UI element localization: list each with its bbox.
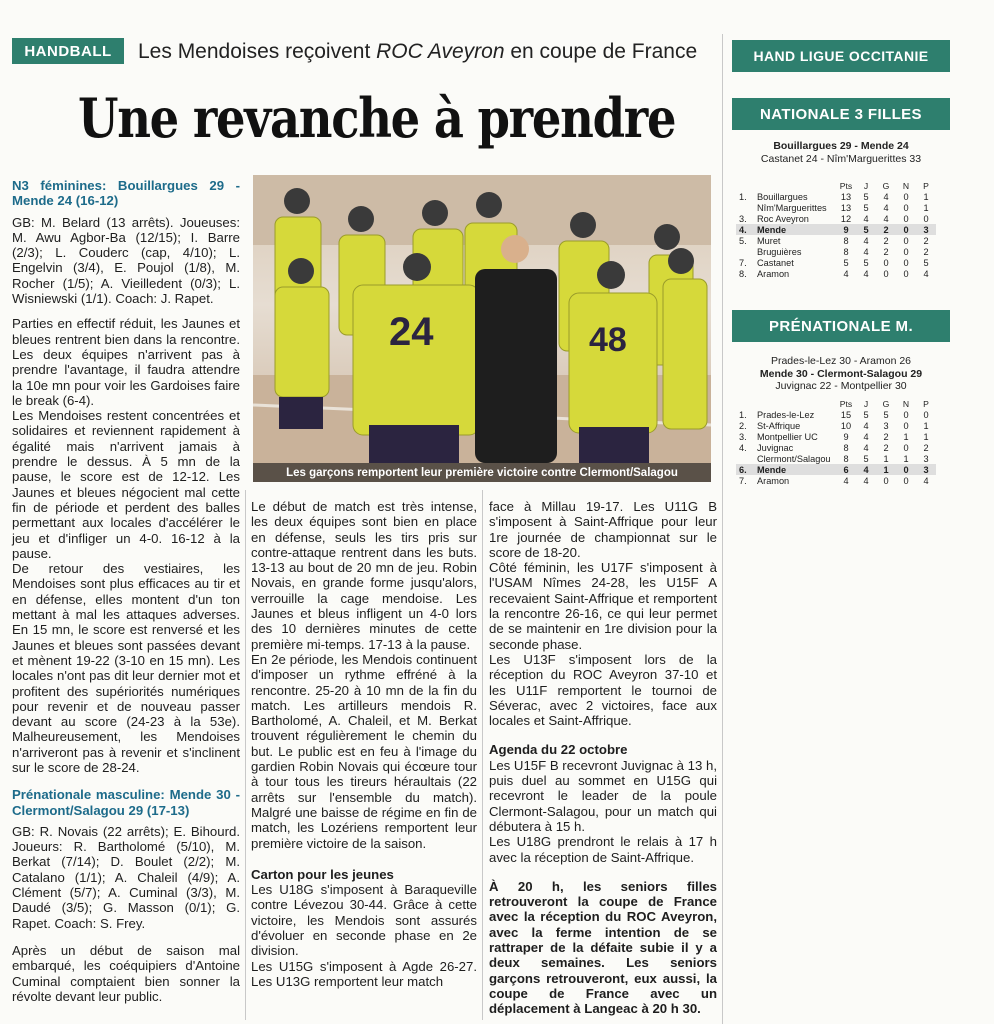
- standings-row: [736, 464, 936, 475]
- stat-cell: 8: [843, 235, 849, 246]
- rank-cell: 6.: [736, 464, 754, 475]
- header-spacer: [736, 398, 836, 409]
- paragraph: Les U15G s'imposent à Agde 26-27. Les U13G remportent leur match: [251, 958, 477, 989]
- team-photo: [253, 175, 711, 463]
- paragraph: Après un début de saison mal embarqué, les coéquipiers d'Antoine Cuminal comptaient bien sonner la révolte devant leur public.: [12, 942, 240, 1004]
- stat-cell: 3: [923, 453, 929, 464]
- paragraph: Le début de match est très intense, les deux équipes sont bien en place en défense, seuls les tirs pris sur contre-attaque rentrent dans les buts. 13-13 au bout de 20 mn de jeu. Robin Novais, en grande forme jusqu'alors, verrouille la cage mendoise. Les Jaunes et bleus infligent un 4-0 lors des 10 dernières minutes de cette première mi-temps. 17-13 à la pause.: [251, 499, 477, 652]
- stat-cell: 1: [923, 420, 929, 431]
- stat-cell: 0: [903, 442, 909, 453]
- stat-cell: 5: [863, 202, 869, 213]
- team-cell: Bruguières: [757, 246, 802, 257]
- stat-cell: 5: [863, 191, 869, 202]
- standings-row: [736, 191, 936, 202]
- section-tag: HANDBALL: [12, 38, 124, 64]
- standings-header-row: [736, 180, 936, 191]
- paragraph-bold: À 20 h, les seniors filles retrouveront la coupe de France avec la réception du ROC Aveyron, avec la ferme intention de se rattraper de la défaite subie il y a deux semaines. Les seniors garçons retrouveront, eux aussi, la coupe de France avec un déplacement à Langeac à 20 h 30.: [489, 878, 717, 1017]
- standings-row: [736, 475, 936, 486]
- rank-cell: 4.: [739, 442, 747, 453]
- stat-cell: 0: [903, 246, 909, 257]
- stat-cell: 4: [863, 213, 869, 224]
- stat-cell: 5: [863, 409, 869, 420]
- stat-cell: 4: [863, 246, 869, 257]
- stat-cell: 5: [863, 453, 869, 464]
- standings-row: [736, 246, 936, 257]
- stat-cell: 9: [843, 431, 849, 442]
- column-header: J: [863, 180, 869, 191]
- team-cell: Prades-le-Lez: [757, 409, 815, 420]
- stat-cell: 1: [876, 464, 896, 475]
- standings-row: [736, 268, 936, 279]
- stat-cell: 2: [923, 442, 929, 453]
- standings-table: [736, 180, 936, 279]
- header-spacer: [736, 180, 836, 191]
- headline: Une revanche à prendre: [78, 86, 676, 150]
- column-header: G: [882, 180, 890, 191]
- stat-cell: 3: [883, 420, 889, 431]
- stat-cell: 0: [883, 268, 889, 279]
- league-title: PRÉNATIONALE M.: [732, 310, 950, 342]
- paragraph: Les U13F s'imposent lors de la réception du ROC Aveyron 37-10 et les U11F remportent le tournoi de Séverac, avec 2 victoires, face aux locales et Saint-Affrique.: [489, 651, 717, 729]
- stat-cell: 1: [903, 453, 909, 464]
- standings-row: [736, 235, 936, 246]
- stat-cell: 4: [923, 268, 929, 279]
- stat-cell: 2: [883, 442, 889, 453]
- results-block: [732, 355, 950, 393]
- paragraph: Côté féminin, les U17F s'imposent à l'USAM Nîmes 24-28, les U15F A recevaient Saint-Affrique et remportent la rencontre 26-16, ce qui leur permet de se maintenir en 1re division pour la seconde phase.: [489, 560, 717, 652]
- league-title: NATIONALE 3 FILLES: [732, 98, 950, 130]
- stat-cell: 5: [863, 257, 869, 268]
- column-header: J: [863, 398, 869, 409]
- paragraph: Les U18G s'imposent à Baraqueville contre Lévezou 30-44. Grâce à cette victoire, les Mendois sont assurés d'évoluer en seconde phase en 2e division.: [251, 882, 477, 959]
- stat-cell: 1: [883, 453, 889, 464]
- column-header: N: [902, 180, 910, 191]
- stat-cell: 0: [903, 268, 909, 279]
- rank-cell: 7.: [739, 475, 747, 486]
- stat-cell: 0: [903, 420, 909, 431]
- stat-cell: 1: [903, 431, 909, 442]
- stat-cell: 2: [883, 235, 889, 246]
- photo-caption: Les garçons remportent leur première victoire contre Clermont/Salagou: [253, 463, 711, 482]
- standings-row: [736, 431, 936, 442]
- league-banner: HAND LIGUE OCCITANIE: [732, 40, 950, 72]
- article-column-2: [251, 499, 477, 995]
- stat-cell: 0: [903, 409, 909, 420]
- standings-row: [736, 213, 936, 224]
- standings-row: [736, 420, 936, 431]
- subheadline: Les Mendoises reçoivent ROC Aveyron en coupe de France: [138, 40, 698, 63]
- column-divider: [482, 490, 483, 1020]
- team-cell: Castanet: [757, 257, 794, 268]
- team-cell: Roc Aveyron: [757, 213, 809, 224]
- jersey-number: 24: [389, 310, 434, 354]
- column-header: Pts: [839, 180, 853, 191]
- rank-cell: 1.: [739, 409, 747, 420]
- stat-cell: 13: [840, 202, 852, 213]
- stat-cell: 4: [883, 213, 889, 224]
- stat-cell: 4: [883, 202, 889, 213]
- stat-cell: 4: [863, 442, 869, 453]
- team-cell: Juvignac: [757, 442, 794, 453]
- stat-cell: 8: [843, 246, 849, 257]
- rank-cell: 1.: [739, 191, 747, 202]
- stat-cell: 4: [863, 235, 869, 246]
- stat-cell: 0: [903, 235, 909, 246]
- match-heading: Prénationale masculine: Mende 30 - Clermont/Salagou 29 (17-13): [12, 787, 240, 818]
- team-cell: St-Affrique: [757, 420, 801, 431]
- paragraph: En 2e période, les Mendois continuent d'imposer un rythme effréné à la rencontre. 25-20 à 10 mn de la fin du match. Les artilleurs mendois R. Bartholomé, A. Chaleil, et M. Berkat trouvent régulièrement le chemin du but. Le public est en feu à l'image du gardien Robin Novais qui écœure tour à tour tous les tireurs héraultais (22 arrêts sur l'ensemble du match). Malgré une baisse de régime en fin de match, les Lozériens remportent leur première victoire de la saison.: [251, 651, 477, 851]
- result-line: Castanet 24 - Nîm'Marguerittes 33: [760, 152, 922, 165]
- stat-cell: 4: [923, 475, 929, 486]
- stat-cell: 1: [923, 431, 929, 442]
- team-cell: Muret: [757, 235, 781, 246]
- team-cell: Aramon: [757, 475, 790, 486]
- lineup: GB: R. Novais (22 arrêts); E. Bihourd. Joueurs: R. Bartholomé (5/10), M. Berkat (7/14); D. Boulet (2/2); M. Catalano (1/1); A. Chaleil (4/9); A. Clément (5/7); A. Cuminal (3/3), M. Daudé (3/5); G. Masson (0/1); G. Rapet. Coach: S. Frey.: [12, 823, 240, 931]
- stat-cell: 0: [903, 213, 909, 224]
- standings-row: [736, 409, 936, 420]
- stat-cell: 2: [923, 235, 929, 246]
- rank-cell: [736, 246, 754, 257]
- stat-cell: 4: [856, 464, 876, 475]
- standings-row: [736, 453, 936, 464]
- standings-row: [736, 442, 936, 453]
- stat-cell: 5: [883, 409, 889, 420]
- rank-cell: 7.: [739, 257, 747, 268]
- column-header: G: [882, 398, 890, 409]
- standings-row: [736, 224, 936, 235]
- result-line: Bouillargues 29 - Mende 24: [773, 140, 909, 152]
- column-header: Pts: [839, 398, 853, 409]
- stat-cell: 12: [840, 213, 852, 224]
- stat-cell: 2: [923, 246, 929, 257]
- rank-cell: 5.: [739, 235, 747, 246]
- standings-row: [736, 257, 936, 268]
- stat-cell: 1: [923, 191, 929, 202]
- stat-cell: 0: [923, 213, 929, 224]
- standings-row: [736, 202, 936, 213]
- team-cell: Bouillargues: [757, 191, 808, 202]
- stat-cell: 0: [903, 202, 909, 213]
- stat-cell: 4: [863, 420, 869, 431]
- team-cell: Mende: [754, 224, 836, 235]
- stat-cell: 0: [896, 464, 916, 475]
- column-divider: [245, 490, 246, 1020]
- jersey-number: 48: [589, 321, 627, 359]
- stat-cell: 0: [903, 191, 909, 202]
- column-header: N: [902, 398, 910, 409]
- team-cell: Montpellier UC: [757, 431, 818, 442]
- paragraph: Les U18G prendront le relais à 17 h avec la réception de Saint-Affrique.: [489, 834, 717, 865]
- article-column-1: [12, 178, 240, 1010]
- paragraph: face à Millau 19-17. Les U11G B s'imposent à Saint-Affrique pour leur 1re journée de championnat sur le score de 18-20.: [489, 499, 717, 560]
- article-column-3: [489, 499, 717, 1023]
- rank-cell: 2.: [739, 420, 747, 431]
- stat-cell: 4: [883, 191, 889, 202]
- standings-table: [736, 398, 936, 486]
- stat-cell: 0: [903, 475, 909, 486]
- column-divider: [722, 34, 723, 1024]
- stat-cell: 10: [840, 420, 852, 431]
- stat-cell: 4: [843, 475, 849, 486]
- stat-cell: 9: [836, 224, 856, 235]
- stat-cell: 0: [883, 475, 889, 486]
- team-huddle-illustration: [253, 175, 711, 463]
- stat-cell: 4: [863, 431, 869, 442]
- stat-cell: 15: [840, 409, 852, 420]
- stat-cell: 1: [923, 202, 929, 213]
- rank-cell: 8.: [739, 268, 747, 279]
- stat-cell: 4: [863, 268, 869, 279]
- column-header: P: [923, 180, 929, 191]
- standings-header-row: [736, 398, 936, 409]
- lineup: GB: M. Belard (13 arrêts). Joueuses: M. Awu Agbor-Ba (12/15); I. Barre (2/3); L. Couderc (cap, 4/10); L. Engelvin (3/4), E. Poujol (1/8), M. Rocher (1/5); A. Vieilledent (0/3); L. Wisniewski (1/1). Coach: J. Rapet.: [12, 214, 240, 307]
- team-cell: Nîm'Marguerittes: [757, 202, 827, 213]
- stat-cell: 2: [876, 224, 896, 235]
- paragraph: De retour des vestiaires, les Mendoises sont plus efficaces au tir et en défense, elles montent d'un ton mettant à mal les attaques adverses. En 15 mn, le score est renversé et les Jaunes et bleues sont passées devant et mènent 19-22 (3-10 en 15 mn). Les locales n'ont pas dit leur dernier mot et profitent des supériorités numériques pour revenir et de nouveau passer devant au score (24-23 à la 53e). Malheureusement, les Mendoises n'arriveront pas à revenir et s'inclinent sur le score de 28-24.: [12, 561, 240, 775]
- stat-cell: 5: [856, 224, 876, 235]
- match-heading: N3 féminines: Bouillargues 29 - Mende 24 (16-12): [12, 178, 240, 209]
- paragraph: Parties en effectif réduit, les Jaunes et bleues rentrent bien dans la rencontre. Les deux équipes n'arrivent pas à prendre l'avantage, il faudra attendre la 10e mn pour voir les Gardoises faire le break (6-4).: [12, 316, 240, 408]
- stat-cell: 5: [923, 257, 929, 268]
- stat-cell: 4: [843, 268, 849, 279]
- stat-cell: 2: [883, 246, 889, 257]
- results-block: [732, 140, 950, 165]
- stat-cell: 13: [840, 191, 852, 202]
- stat-cell: 8: [843, 442, 849, 453]
- rank-cell: [736, 202, 754, 213]
- stat-cell: 8: [843, 453, 849, 464]
- stat-cell: 0: [896, 224, 916, 235]
- stat-cell: 5: [843, 257, 849, 268]
- rank-cell: 3.: [739, 431, 747, 442]
- rank-cell: 3.: [739, 213, 747, 224]
- stat-cell: 4: [863, 475, 869, 486]
- stat-cell: 6: [836, 464, 856, 475]
- stat-cell: 0: [903, 257, 909, 268]
- section-subheading: Carton pour les jeunes: [251, 866, 394, 882]
- stat-cell: 0: [883, 257, 889, 268]
- rank-cell: [736, 453, 754, 464]
- stat-cell: 2: [883, 431, 889, 442]
- paragraph: Les U15F B recevront Juvignac à 13 h, puis duel au sommet en U15G qui recevront le leader de la poule Clermont-Salagou, pour un match qui débutera à 15 h.: [489, 757, 717, 834]
- team-cell: Clermont/Salagou: [757, 453, 831, 464]
- stat-cell: 0: [923, 409, 929, 420]
- team-cell: Mende: [754, 464, 836, 475]
- column-header: P: [923, 398, 929, 409]
- result-line: Juvignac 22 - Montpellier 30: [775, 380, 907, 392]
- team-cell: Aramon: [757, 268, 790, 279]
- rank-cell: 4.: [736, 224, 754, 235]
- stat-cell: 3: [916, 224, 936, 235]
- paragraph: Les Mendoises restent concentrées et solidaires et reviennent rapidement à égalité mais n'arrivent jamais à prendre le dessus. À 5 mn de la pause, le score est de 12-12. Les Jaunes et bleues négocient mal cette fin de période et perdent des balles permettant aux locales d'accélérer le jeu et d'infliger un 4-0. 16-12 à la pause.: [12, 408, 240, 561]
- stat-cell: 3: [916, 464, 936, 475]
- section-subheading: Agenda du 22 octobre: [489, 742, 628, 758]
- result-line: Mende 30 - Clermont-Salagou 29: [759, 367, 923, 380]
- result-line: Prades-le-Lez 30 - Aramon 26: [770, 355, 912, 367]
